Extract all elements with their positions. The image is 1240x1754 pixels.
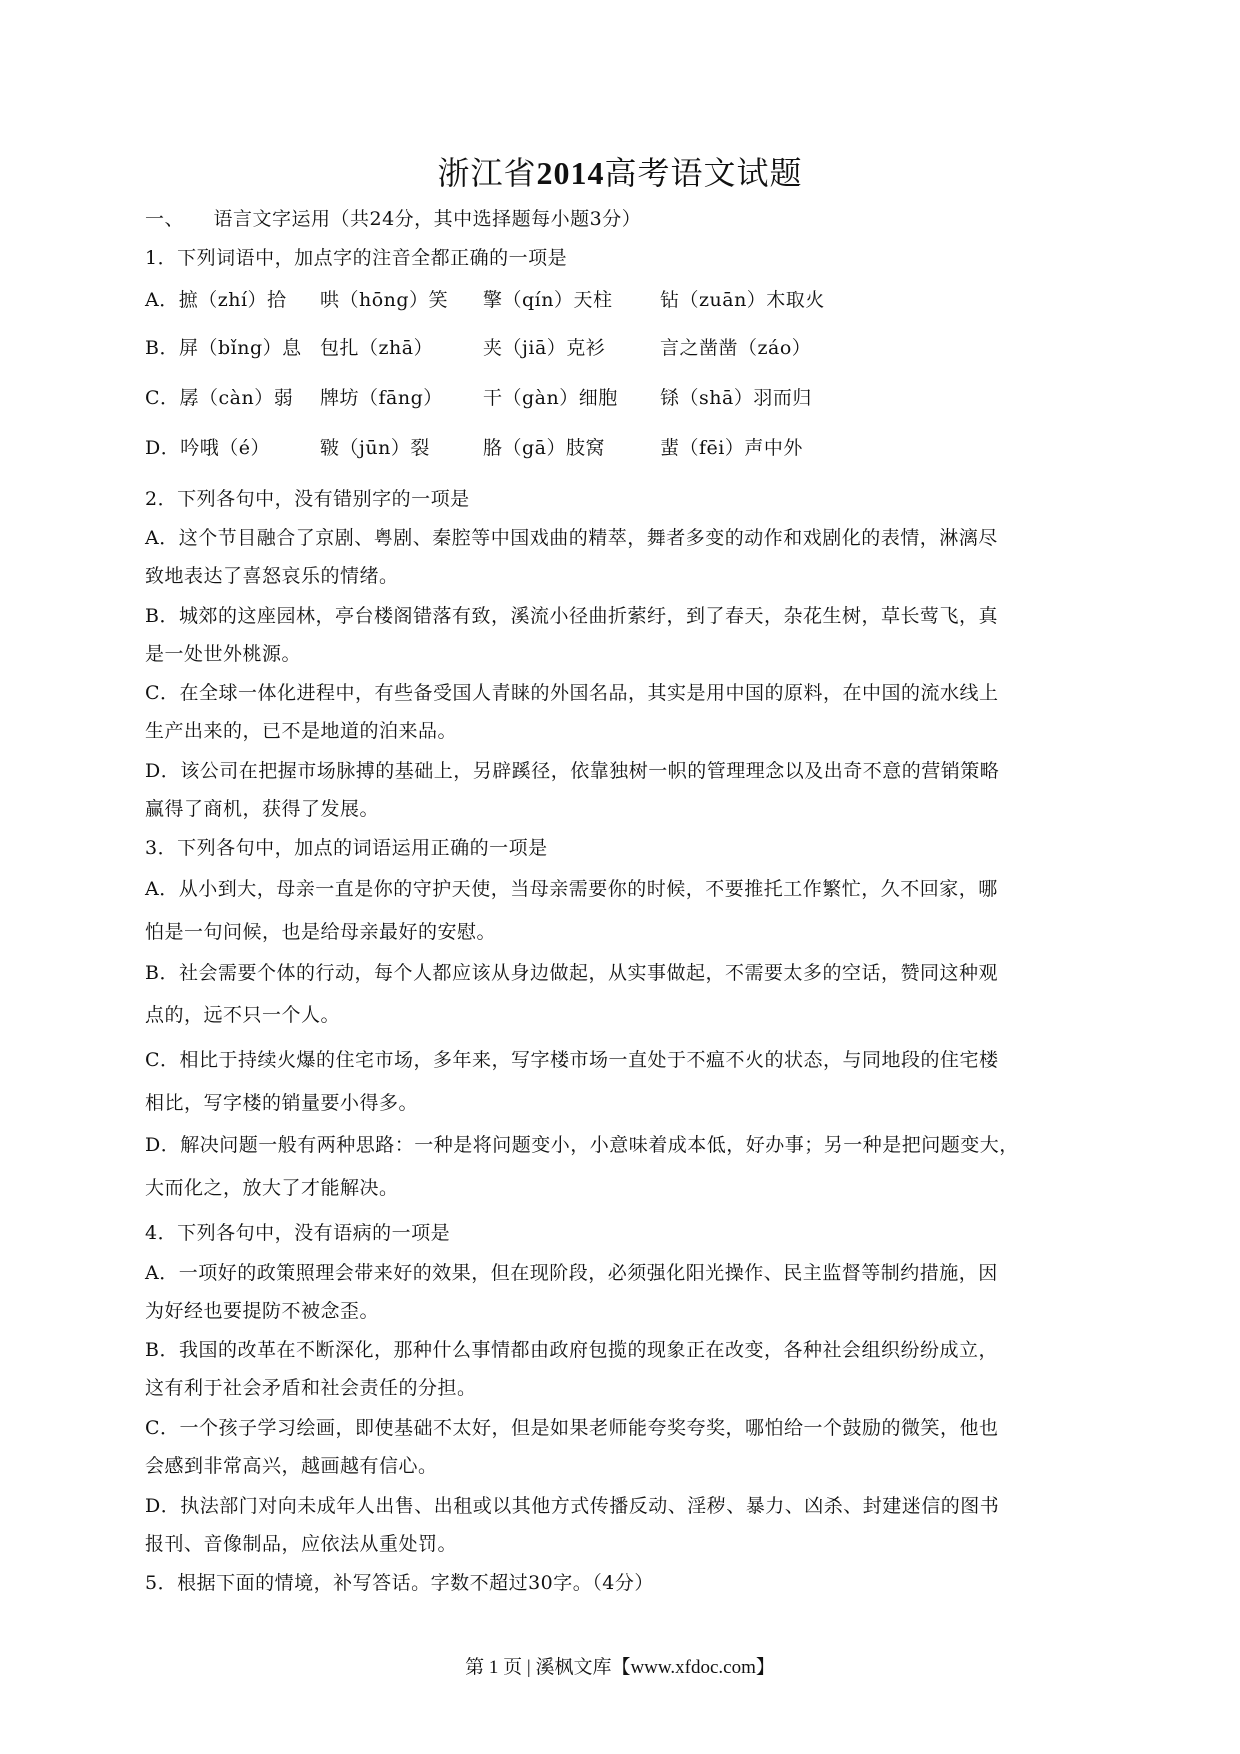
page-title [0,148,1240,194]
q3-option-c-line-2: 相比，写字楼的销量要小得多。 [145,1092,419,1114]
q1-a-item-3: 擎（qín）天柱 [483,289,613,311]
q4-option-a-line-2: 为好经也要提防不被念歪。 [145,1300,380,1322]
q4-option-c-line-1: C．一个孩子学习绘画，即使基础不太好，但是如果老师能夸奖夸奖，哪怕给一个鼓励的微笑，他也 [145,1417,999,1439]
title-year: 2014 [536,155,605,191]
title-prefix: 浙江省 [437,154,537,192]
q3-option-b-line-1: B．社会需要个体的行动，每个人都应该从身边做起，从实事做起，不需要太多的空话，赞同这种观 [145,962,998,984]
q2-option-a-line-1: A．这个节目融合了京剧、粤剧、秦腔等中国戏曲的精萃，舞者多变的动作和戏剧化的表情，淋漓尽 [145,527,998,549]
q2-option-d-line-1: D．该公司在把握市场脉搏的基础上，另辟蹊径，依靠独树一帜的管理理念以及出奇不意的营销策略 [145,760,1000,782]
q2-option-c-line-2: 生产出来的，已不是地道的泊来品。 [145,720,458,742]
q1-b-item-4: 言之凿凿（záo） [660,337,812,359]
q1-a-item-4: 钻（zuān）木取火 [660,289,825,311]
q1-a-item-2: 哄（hōng）笑 [320,289,449,311]
q3-option-d-line-1: D．解决问题一般有两种思路：一种是将问题变小，小意味着成本低，好办事；另一种是把问题变大， [145,1134,1019,1156]
q1-c-item-2: 牌坊（fāng） [320,387,443,409]
q2-option-b-line-2: 是一处世外桃源。 [145,643,302,665]
q3-option-a-line-2: 怕是一句问候，也是给母亲最好的安慰。 [145,921,497,943]
q3-option-c-line-1: C．相比于持续火爆的住宅市场，多年来，写字楼市场一直处于不瘟不火的状态，与同地段的住宅楼 [145,1049,999,1071]
q2-option-a-line-2: 致地表达了喜怒哀乐的情绪。 [145,565,399,587]
q4-option-a-line-1: A．一项好的政策照理会带来好的效果，但在现阶段，必须强化阳光操作、民主监督等制约措施，因 [145,1262,998,1284]
q3-option-a-line-1: A．从小到大，母亲一直是你的守护天使，当母亲需要你的时候，不要推托工作繁忙，久不回家，哪 [145,878,998,900]
title-suffix: 高考语文试题 [604,154,803,192]
q1-d-item-1: D．吟哦（é） [145,437,270,459]
q2-option-c-line-1: C．在全球一体化进程中，有些备受国人青睐的外国名品，其实是用中国的原料，在中国的流水线上 [145,682,999,704]
q1-b-item-2: 包扎（zhā） [320,337,434,359]
question-4-stem: 4．下列各句中，没有语病的一项是 [145,1222,451,1244]
q1-c-item-1: C．孱（càn）弱 [145,387,294,409]
question-5-stem: 5．根据下面的情境，补写答话。字数不超过30字。（4分） [145,1572,654,1594]
q3-option-d-line-2: 大而化之，放大了才能解决。 [145,1177,399,1199]
q4-option-b-line-1: B．我国的改革在不断深化，那种什么事情都由政府包揽的现象正在改变，各种社会组织纷纷成立， [145,1339,998,1361]
q1-d-item-2: 皲（jūn）裂 [320,437,430,459]
question-3-stem: 3．下列各句中，加点的词语运用正确的一项是 [145,837,548,859]
q4-option-b-line-2: 这有利于社会矛盾和社会责任的分担。 [145,1377,477,1399]
q2-option-d-line-2: 赢得了商机，获得了发展。 [145,798,380,820]
q4-option-c-line-2: 会感到非常高兴，越画越有信心。 [145,1455,438,1477]
page-footer: 第 1 页 | 溪枫文库【www.xfdoc.com】 [465,1657,775,1678]
q1-c-item-3: 干（gàn）细胞 [483,387,618,409]
q1-d-item-4: 蜚（fēi）声中外 [660,437,803,459]
question-2-stem: 2．下列各句中，没有错别字的一项是 [145,488,470,510]
q1-a-item-1: A．摭（zhí）拾 [145,289,287,311]
q2-option-b-line-1: B．城郊的这座园林，亭台楼阁错落有致，溪流小径曲折萦纡，到了春天，杂花生树，草长莺飞，真 [145,605,998,627]
q1-b-item-1: B．屏（bǐng）息 [145,337,302,359]
q1-b-item-3: 夹（jiā）克衫 [483,337,606,359]
question-1-stem: 1．下列词语中，加点字的注音全都正确的一项是 [145,247,568,269]
q4-option-d-line-2: 报刊、音像制品，应依法从重处罚。 [145,1533,458,1555]
q1-d-item-3: 胳（gā）肢窝 [483,437,605,459]
q1-c-item-4: 铩（shā）羽而归 [660,387,812,409]
q4-option-d-line-1: D．执法部门对向未成年人出售、出租或以其他方式传播反动、淫秽、暴力、凶杀、封建迷信的图书 [145,1495,1000,1517]
q3-option-b-line-2: 点的，远不只一个人。 [145,1004,341,1026]
section-heading: 一、 语言文字运用（共24分，其中选择题每小题3分） [145,208,642,230]
